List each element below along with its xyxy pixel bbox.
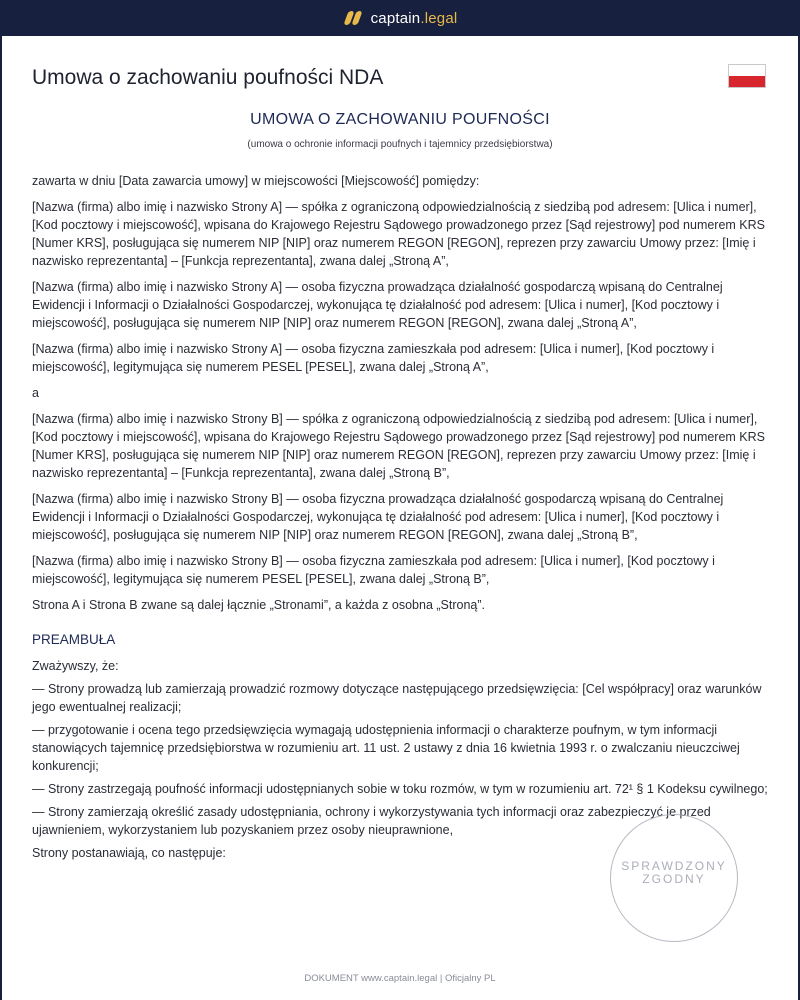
preamble-item: — Strony zastrzegają poufność informacji udostępnianych sobie w toku rozmów, w tym w rozumieniu art. 72¹ § 1 Kodeksu cywilnego;: [32, 782, 768, 796]
parties-intro: zawarta w dniu [Data zawarcia umowy] w miejscowości [Miejscowość] pomiędzy:: [32, 174, 480, 188]
preamble-lead: Zważywszy, że:: [32, 659, 119, 673]
party-b-person: [Nazwa (firma) albo imię i nazwisko Strony B] — osoba fizyczna zamieszkała pod adresem: [Ulica i numer], [Kod pocztowy i miejscowość], legitymująca się numerem PESEL [PESEL], zwana dalej „Stroną B”,: [32, 554, 715, 586]
preamble-title: PREAMBUŁA: [32, 632, 116, 647]
verified-stamp: [610, 814, 738, 942]
captain-logo-icon: [343, 10, 363, 26]
brand[interactable]: [343, 10, 458, 27]
preamble-resolution: Strony postanawiają, co następuje:: [32, 846, 226, 860]
party-b-company: [Nazwa (firma) albo imię i nazwisko Strony B] — spółka z ograniczoną odpowiedzialnością z siedzibą pod adresem: [Ulica i numer], [Kod pocztowy i miejscowość], wpisana do Krajowego Rejestru Sądowego prowadzonego przez [Sąd rejestrowy] pod numerem KRS [Numer KRS], posługująca się numerem NIP [NIP] oraz numerem REGON [REGON], reprezen przy zawarciu Umowy przez: [Imię i nazwisko reprezentanta] – [Funkcja reprezentanta], zwana dalej „Stroną B”,: [32, 412, 766, 480]
parties-conjunction: a: [32, 386, 39, 400]
stamp-line-1: SPRAWDZONY: [621, 859, 727, 873]
brand-name: [371, 10, 458, 27]
poland-flag-icon: [728, 64, 766, 88]
party-b-business: [Nazwa (firma) albo imię i nazwisko Strony B] — osoba fizyczna prowadząca działalność gospodarczą wpisaną do Centralnej Ewidencji i Informacji o Działalności Gospodarczej, wykonująca tę działalność pod adresem: [Ulica i numer], [Kod pocztowy i miejscowość], posługująca się numerem NIP [NIP] oraz numerem REGON [REGON], zwana dalej „Stroną B”,: [32, 492, 724, 542]
brand-name-tld: .legal: [420, 9, 458, 27]
preamble-item: — Strony zamierzają określić zasady udostępniania, ochrony i wykorzystywania tych informacji oraz zabezpieczyć je przed ujawnieniem, wykorzystaniem lub pozyskaniem przez osoby nieuprawnione,: [32, 805, 711, 837]
brand-name-main: captain: [370, 9, 421, 27]
parties-closing: Strona A i Strona B zwane są dalej łącznie „Stronami”, a każda z osobna „Stroną”.: [32, 598, 486, 612]
document-body: [32, 172, 772, 867]
preamble-item: — Strony prowadzą lub zamierzają prowadzić rozmowy dotyczące następującego przedsięwzięcia: [Cel współpracy] oraz warunków jego ewentualnej realizacji;: [32, 682, 762, 714]
footer-note: DOKUMENT www.captain.legal | Oficjalny PL: [304, 973, 496, 984]
agreement-heading: UMOWA O ZACHOWANIU POUFNOŚCI: [250, 111, 550, 128]
stamp-line-2: ZGODNY: [642, 872, 706, 886]
page-title: Umowa o zachowaniu poufności NDA: [32, 66, 384, 89]
party-a-person: [Nazwa (firma) albo imię i nazwisko Strony A] — osoba fizyczna zamieszkała pod adresem: [Ulica i numer], [Kod pocztowy i miejscowość], legitymująca się numerem PESEL [PESEL], zwana dalej „Stroną A”,: [32, 342, 715, 374]
preamble-item: — przygotowanie i ocena tego przedsięwzięcia wymagają udostępnienia informacji o charakterze poufnym, w tym informacji stanowiących tajemnicę przedsiębiorstwa w rozumieniu art. 11 ust. 2 ustawy z dnia 16 kwietnia 1993 r. o zwalczaniu nieuczciwej konkurencji;: [32, 723, 740, 773]
top-bar: [0, 0, 800, 36]
agreement-subheading: (umowa o ochronie informacji poufnych i tajemnicy przedsiębiorstwa): [247, 139, 553, 150]
party-a-business: [Nazwa (firma) albo imię i nazwisko Strony A] — osoba fizyczna prowadząca działalność gospodarczą wpisaną do Centralnej Ewidencji i Informacji o Działalności Gospodarczej, wykonująca tę działalność pod adresem: [Ulica i numer], [Kod pocztowy i miejscowość], posługująca się numerem NIP [NIP] oraz numerem REGON [REGON], zwana dalej „Stroną A”,: [32, 280, 723, 330]
party-a-company: [Nazwa (firma) albo imię i nazwisko Strony A] — spółka z ograniczoną odpowiedzialnością z siedzibą pod adresem: [Ulica i numer], [Kod pocztowy i miejscowość], wpisana do Krajowego Rejestru Sądowego prowadzonego przez [Sąd rejestrowy] pod numerem KRS [Numer KRS], posługująca się numerem NIP [NIP] oraz numerem REGON [REGON], reprezen przy zawarciu Umowy przez: [Imię i nazwisko reprezentanta] – [Funkcja reprezentanta], zwana dalej „Stroną A”,: [32, 200, 766, 268]
